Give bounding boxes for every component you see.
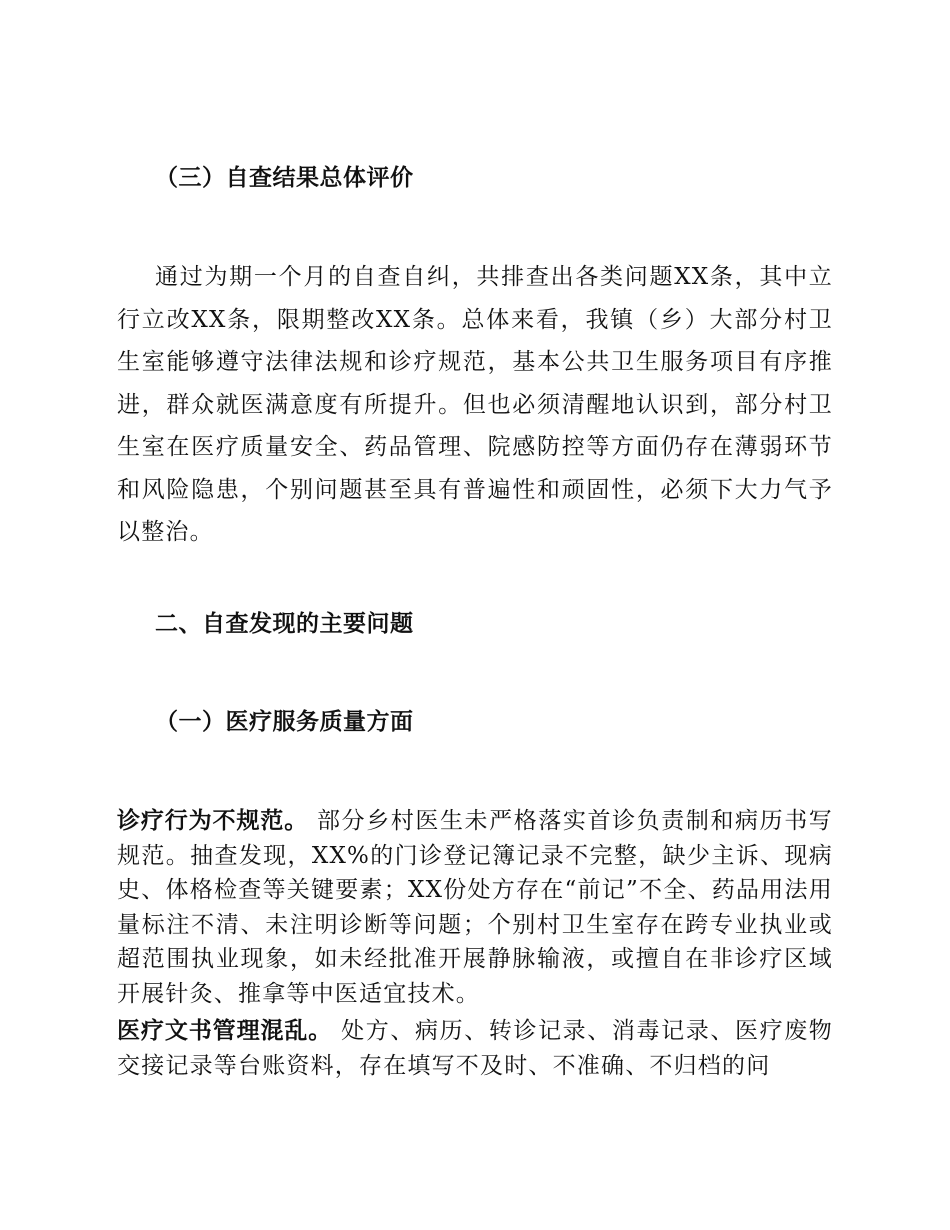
paragraph-body-records: 处方、病历、转诊记录、消毒记录、医疗废物交接记录等台账资料，存在填写不及时、不准确、不归档的问 [117, 1018, 834, 1079]
section-heading-self-check-evaluation: （三）自查结果总体评价 [155, 165, 414, 191]
paragraph-records-chaotic [117, 1014, 833, 1083]
paragraph-diagnosis-irregular [117, 804, 833, 1011]
paragraph-lead-records: 医疗文书管理混乱。 [117, 1018, 333, 1044]
section-heading-main-problems: 二、自查发现的主要问题 [155, 611, 414, 637]
paragraph-lead-diagnosis: 诊疗行为不规范。 [117, 808, 309, 834]
paragraph-body-diagnosis: 部分乡村医生未严格落实首诊负责制和病历书写规范。抽查发现，XX%的门诊登记簿记录不完整，缺少主诉、现病史、体格检查等关键要素；XX份处方存在“前记”不全、药品用法用量标注不清、未注明诊断等问题；个别村卫生室存在跨专业执业或超范围执业现象，如未经批准开展静脉输液，或擅自在非诊疗区域开展针灸、推拿等中医适宜技术。 [117, 808, 834, 1007]
paragraph-overall-evaluation: 通过为期一个月的自查自纠，共排查出各类问题XX条，其中立行立改XX条，限期整改XX条。总体来看，我镇（乡）大部分村卫生室能够遵守法律法规和诊疗规范，基本公共卫生服务项目有序推进，群众就医满意度有所提升。但也必须清醒地认识到，部分村卫生室在医疗质量安全、药品管理、院感防控等方面仍存在薄弱环节和风险隐患，个别问题甚至具有普遍性和顽固性，必须下大力气予以整治。 [117, 264, 833, 545]
section-heading-service-quality: （一）医疗服务质量方面 [155, 709, 414, 735]
